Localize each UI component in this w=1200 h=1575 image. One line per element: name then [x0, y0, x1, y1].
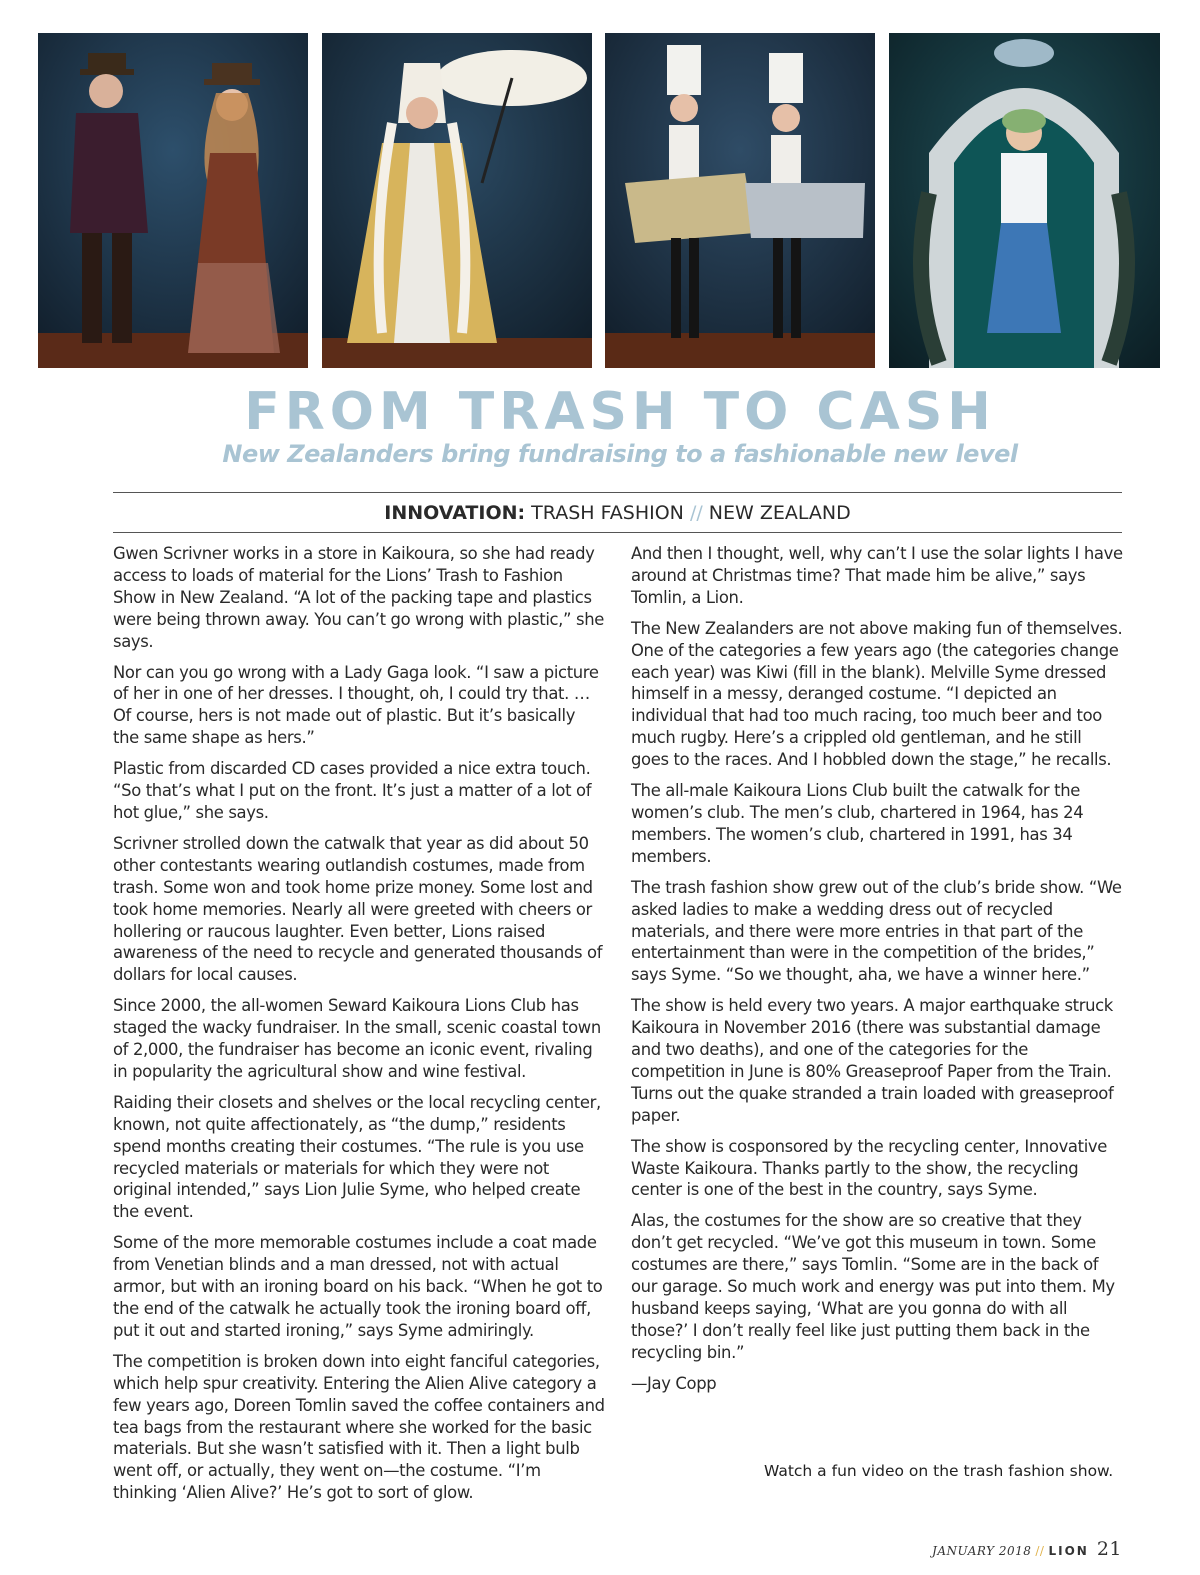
section-label	[113, 502, 1122, 524]
section-label-kind: INNOVATION:	[384, 502, 526, 524]
footer-separator: //	[1035, 1544, 1045, 1558]
paragraph: Some of the more memorable costumes include a coat made from Venetian blinds and a man dressed, not with actual armor, but with an ironing board on his back. “When he got to the end of the catwalk he actually took the ironing board off, put it out and started ironing,” says Syme admiringly.	[113, 1233, 603, 1340]
page-footer	[932, 1538, 1122, 1560]
parasol-gown-photo	[322, 33, 592, 368]
photo-strip	[38, 33, 1160, 368]
article-column-right	[631, 543, 1123, 1404]
section-label-separator: //	[689, 502, 703, 524]
paragraph: The all-male Kaikoura Lions Club built the catwalk for the women’s club. The men’s club, chartered in 1964, has 24 members. The women’s club, chartered in 1991, has 34 members.	[631, 781, 1084, 866]
section-label-topic: TRASH FASHION	[531, 502, 684, 524]
article-column-left	[113, 543, 605, 1513]
byline: —Jay Copp	[631, 1373, 717, 1393]
video-link[interactable]: Watch a fun video on the trash fashion show.	[764, 1462, 1114, 1480]
magazine-name: LION	[1048, 1544, 1089, 1558]
paper-hat-girls-photo	[605, 33, 875, 368]
page-number: 21	[1096, 1538, 1122, 1560]
paragraph: The show is held every two years. A major earthquake struck Kaikoura in November 2016 (there was substantial damage and two deaths), and one of the categories for the competition in June is 80% Greaseproof Paper from the Train. Turns out the quake stranded a train loaded with greaseproof paper.	[631, 996, 1114, 1125]
paragraph: Nor can you go wrong with a Lady Gaga look. “I saw a picture of her in one of her dresses. I thought, oh, I could try that. … Of course, hers is not made out of plastic. But it’s basically the same shape as hers.”	[113, 662, 599, 748]
paragraph: Scrivner strolled down the catwalk that year as did about 50 other contestants wearing outlandish costumes, made from trash. Some won and took home prize money. Some lost and took home memories. Nearly all were greeted with cheers or hollering or raucous laughter. Even better, Lions raised awareness of the need to recycle and generated thousands of dollars for local causes.	[113, 833, 603, 985]
paragraph: Raiding their closets and shelves or the local recycling center, known, not quite affectionately, as “the dump,” residents spend months creating their costumes. “The rule is you use recycled materials or materials for which they were not original intended,” says Lion Julie Syme, who helped create the event.	[113, 1092, 601, 1222]
headline: FROM TRASH TO CASH	[244, 382, 996, 442]
subheadline: New Zealanders bring fundraising to a fashionable new level	[222, 440, 1018, 468]
paragraph: Plastic from discarded CD cases provided a nice extra touch. “So that’s what I put on the front. It’s just a matter of a lot of hot glue,” she says.	[113, 759, 592, 822]
paragraph: Since 2000, the all-women Seward Kaikoura Lions Club has staged the wacky fundraiser. In the small, scenic coastal town of 2,000, the fundraiser has become an iconic event, rivaling in popularity the agricultural show and wine festival.	[113, 996, 601, 1081]
paragraph: The show is cosponsored by the recycling center, Innovative Waste Kaikoura. Thanks partly to the show, the recycling center is one of the best in the country, says Syme.	[631, 1136, 1107, 1200]
paragraph: The competition is broken down into eight fanciful categories, which help spur creativity. Entering the Alien Alive category a few years ago, Doreen Tomlin saved the coffee containers and tea bags from the restaurant where she worked for the basic materials. But she wasn’t satisfied with it. Then a light bulb went off, or actually, they went on—the costume. “I’m thinking ‘Alien Alive?’ He’s got to sort of glow.	[113, 1351, 605, 1503]
paragraph: Alas, the costumes for the show are so creative that they don’t get recycled. “We’ve got this museum in town. Some costumes are there,” says Tomlin. “Some are in the back of our garage. So much work and energy was put into them. My husband keeps saying, ‘What are you gonna do with all those?’ I don’t really feel like just putting them back in the recycling bin.”	[631, 1211, 1115, 1362]
divider-bottom	[113, 532, 1122, 533]
divider-top	[113, 492, 1122, 493]
paragraph: The New Zealanders are not above making fun of themselves. One of the categories a few years ago (the categories change each year) was Kiwi (fill in the blank). Melville Syme dressed himself in a messy, deranged costume. “I depicted an individual that had too much racing, too much beer and too much rugby. Here’s a crippled old gentleman, and he still goes to the races. And I hobbled down the stage,” he recalls.	[631, 618, 1123, 770]
section-label-place: NEW ZEALAND	[708, 502, 851, 524]
issue-date: JANUARY 2018	[932, 1544, 1032, 1558]
paragraph: And then I thought, well, why can’t I use the solar lights I have around at Christmas time? That made him be alive,” says Tomlin, a Lion.	[631, 544, 1123, 607]
shell-arch-girl-photo	[889, 33, 1160, 368]
paragraph: Gwen Scrivner works in a store in Kaikoura, so she had ready access to loads of material for the Lions’ Trash to Fashion Show in New Zealand. “A lot of the packing tape and plastics were being thrown away. You can’t go wrong with plastic,” she says.	[113, 544, 605, 651]
steampunk-couple-photo	[38, 33, 308, 368]
paragraph: The trash fashion show grew out of the club’s bride show. “We asked ladies to make a wedding dress out of recycled materials, and there were more entries in that part of the entertainment than were in the competition of the brides,” says Syme. “So we thought, aha, we have a winner here.”	[631, 877, 1122, 985]
